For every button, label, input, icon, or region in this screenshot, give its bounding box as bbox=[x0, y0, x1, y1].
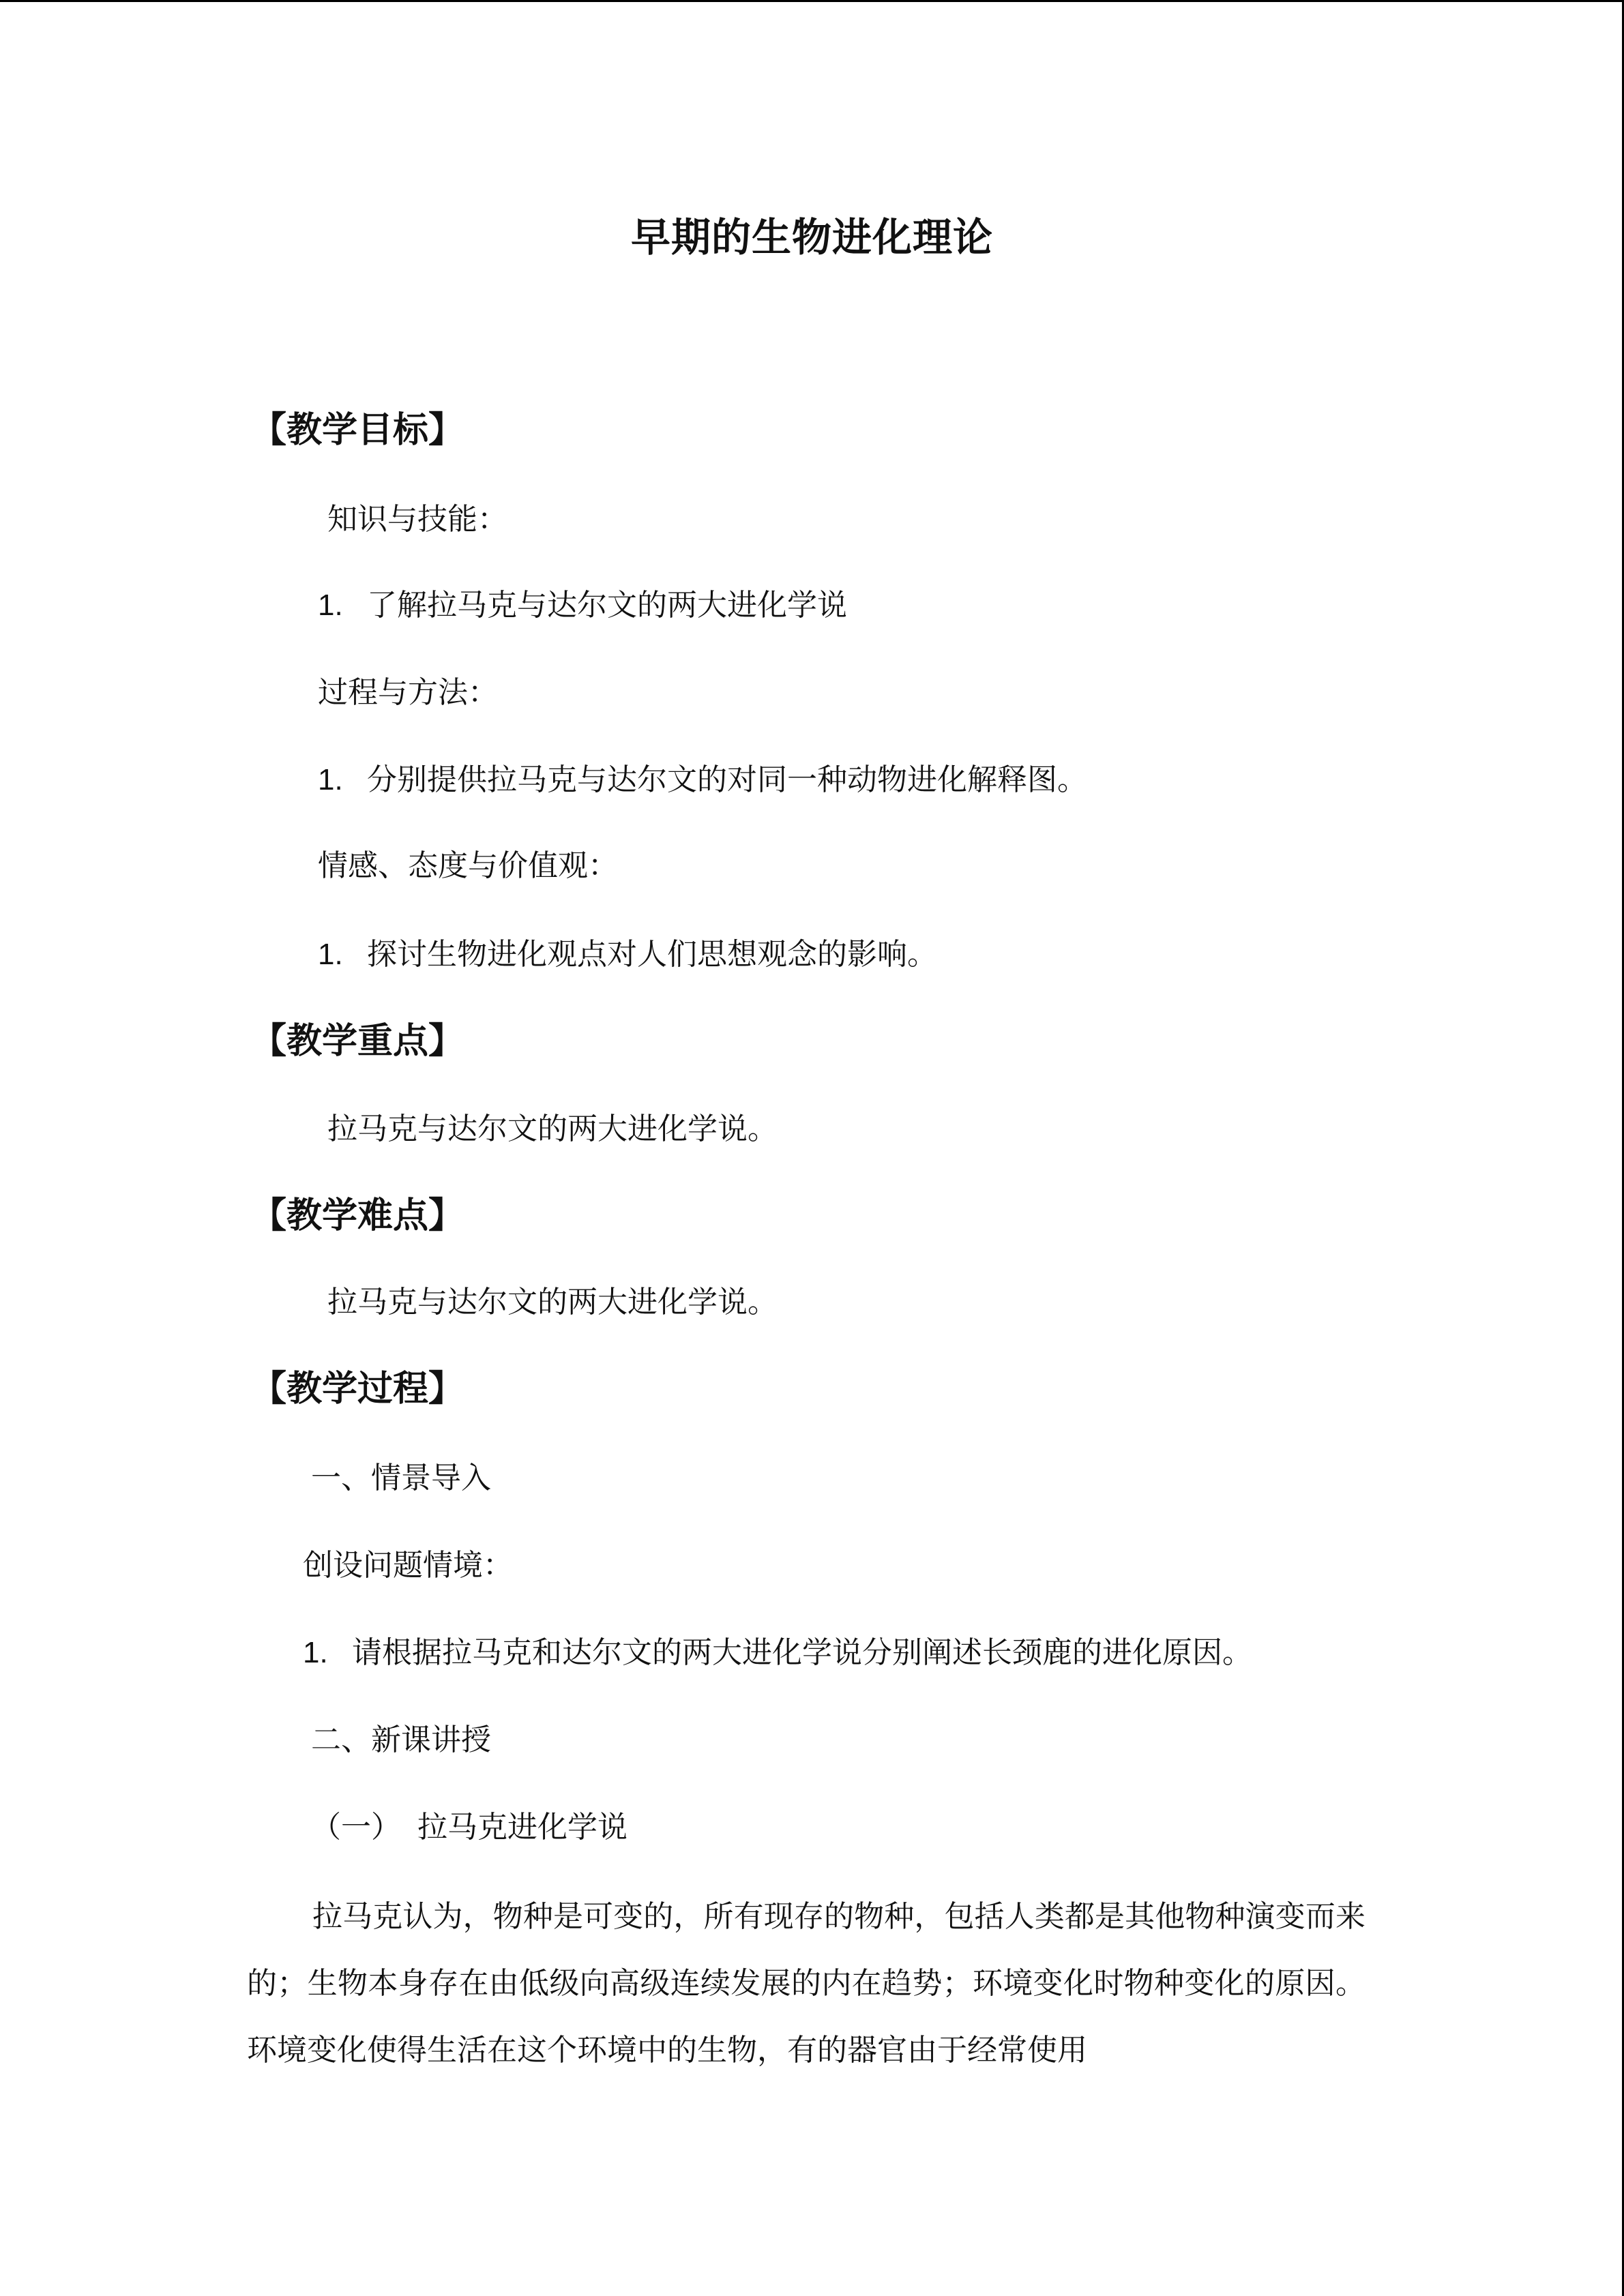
key-points-heading: 【教学重点】 bbox=[251, 1021, 464, 1062]
list-number: 1. bbox=[318, 938, 343, 971]
list-number: 1. bbox=[318, 588, 343, 622]
objectives-heading: 【教学目标】 bbox=[251, 410, 464, 451]
page-border-top bbox=[0, 0, 1624, 2]
subsection1-title bbox=[311, 1807, 628, 1848]
knowledge-item bbox=[318, 585, 847, 626]
list-item-text: 请根据拉马克和达尔文的两大进化学说分别阐述长颈鹿的进化原因。 bbox=[352, 1635, 1252, 1670]
section2-title: 二、新课讲授 bbox=[311, 1723, 491, 1757]
lamarck-paragraph: 拉马克认为，物种是可变的，所有现存的物种，包括人类都是其他物种演变而来的；生物本身存在由低级向高级连续发展的内在趋势；环境变化时物种变化的原因。环境变化使得生活在这个环境中的生物，有的器官由于经常使用 bbox=[247, 1899, 1365, 2068]
list-number: 1. bbox=[318, 763, 343, 796]
section1-title: 一、情景导入 bbox=[311, 1461, 491, 1495]
key-points-text: 拉马克与达尔文的两大进化学说。 bbox=[327, 1112, 778, 1146]
difficulties-text: 拉马克与达尔文的两大进化学说。 bbox=[327, 1285, 778, 1320]
process-label: 过程与方法： bbox=[318, 675, 498, 710]
difficulties-heading: 【教学难点】 bbox=[251, 1195, 464, 1236]
list-item-text: 探讨生物进化观点对人们思想观念的影响。 bbox=[367, 937, 937, 972]
subsection-label: 拉马克进化学说 bbox=[417, 1810, 628, 1845]
question-item bbox=[303, 1632, 1252, 1673]
process-heading: 【教学过程】 bbox=[251, 1369, 464, 1410]
subsection-number: （一） bbox=[311, 1810, 401, 1845]
attitude-label: 情感、态度与价值观： bbox=[318, 848, 618, 883]
list-item-text: 分别提供拉马克与达尔文的对同一种动物进化解释图。 bbox=[367, 762, 1087, 797]
scenario-label: 创设问题情境： bbox=[303, 1548, 513, 1583]
attitude-item bbox=[318, 934, 937, 975]
process-item bbox=[318, 760, 1087, 801]
list-item-text: 了解拉马克与达尔文的两大进化学说 bbox=[367, 588, 847, 623]
knowledge-label: 知识与技能： bbox=[327, 502, 507, 537]
document-title: 早期的生物进化理论 bbox=[630, 214, 993, 260]
list-number: 1. bbox=[303, 1636, 328, 1669]
